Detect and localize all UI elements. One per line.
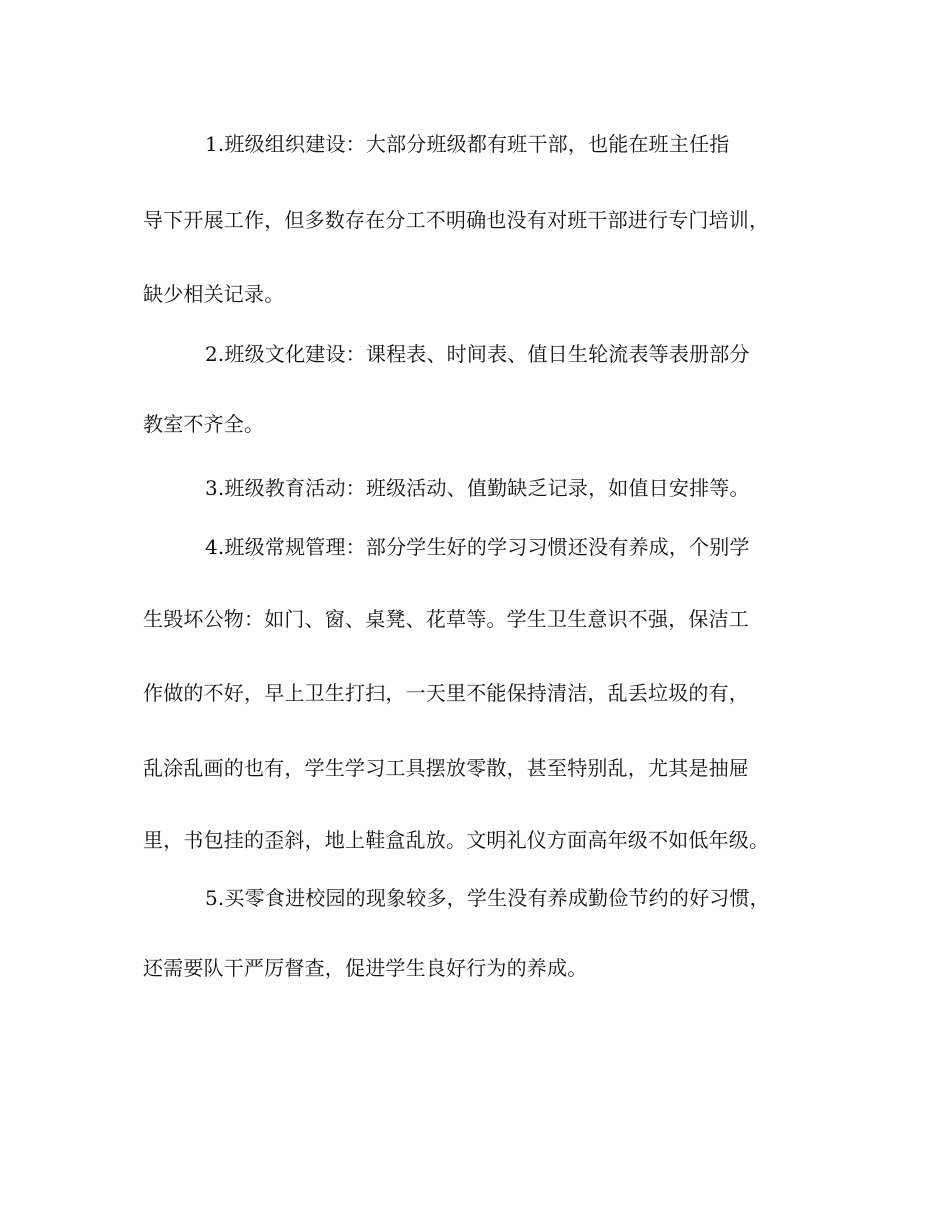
paragraph-4-line-1: 4.班级常规管理：部分学生好的学习习惯还没有养成，个别学 [205,535,750,559]
paragraph-5-line-2: 还需要队干严厉督查，促进学生良好行为的养成。 [143,956,588,980]
paragraph-4-line-4: 乱涂乱画的也有，学生学习工具摆放零散，甚至特别乱，尤其是抽屉 [143,756,749,780]
paragraph-4-line-3: 作做的不好，早上卫生打扫，一天里不能保持清洁，乱丢垃圾的有， [143,681,749,705]
paragraph-5-line-1: 5.买零食进校园的现象较多，学生没有养成勤俭节约的好习惯， [205,886,770,910]
paragraph-2-line-2: 教室不齐全。 [143,412,265,436]
paragraph-4-line-5: 里，书包挂的歪斜，地上鞋盒乱放。文明礼仪方面高年级不如低年级。 [143,828,770,852]
paragraph-2-line-1: 2.班级文化建设：课程表、时间表、值日生轮流表等表册部分 [205,342,750,366]
paragraph-4-line-2: 生毁坏公物：如门、窗、桌凳、花草等。学生卫生意识不强，保洁工 [143,607,749,631]
paragraph-1-line-1: 1.班级组织建设：大部分班级都有班干部，也能在班主任指 [205,132,730,156]
paragraph-1-line-2: 导下开展工作，但多数存在分工不明确也没有对班干部进行专门培训， [143,208,770,232]
paragraph-1-line-3: 缺少相关记录。 [143,282,285,306]
paragraph-3-line-1: 3.班级教育活动：班级活动、值勤缺乏记录，如值日安排等。 [205,476,750,500]
